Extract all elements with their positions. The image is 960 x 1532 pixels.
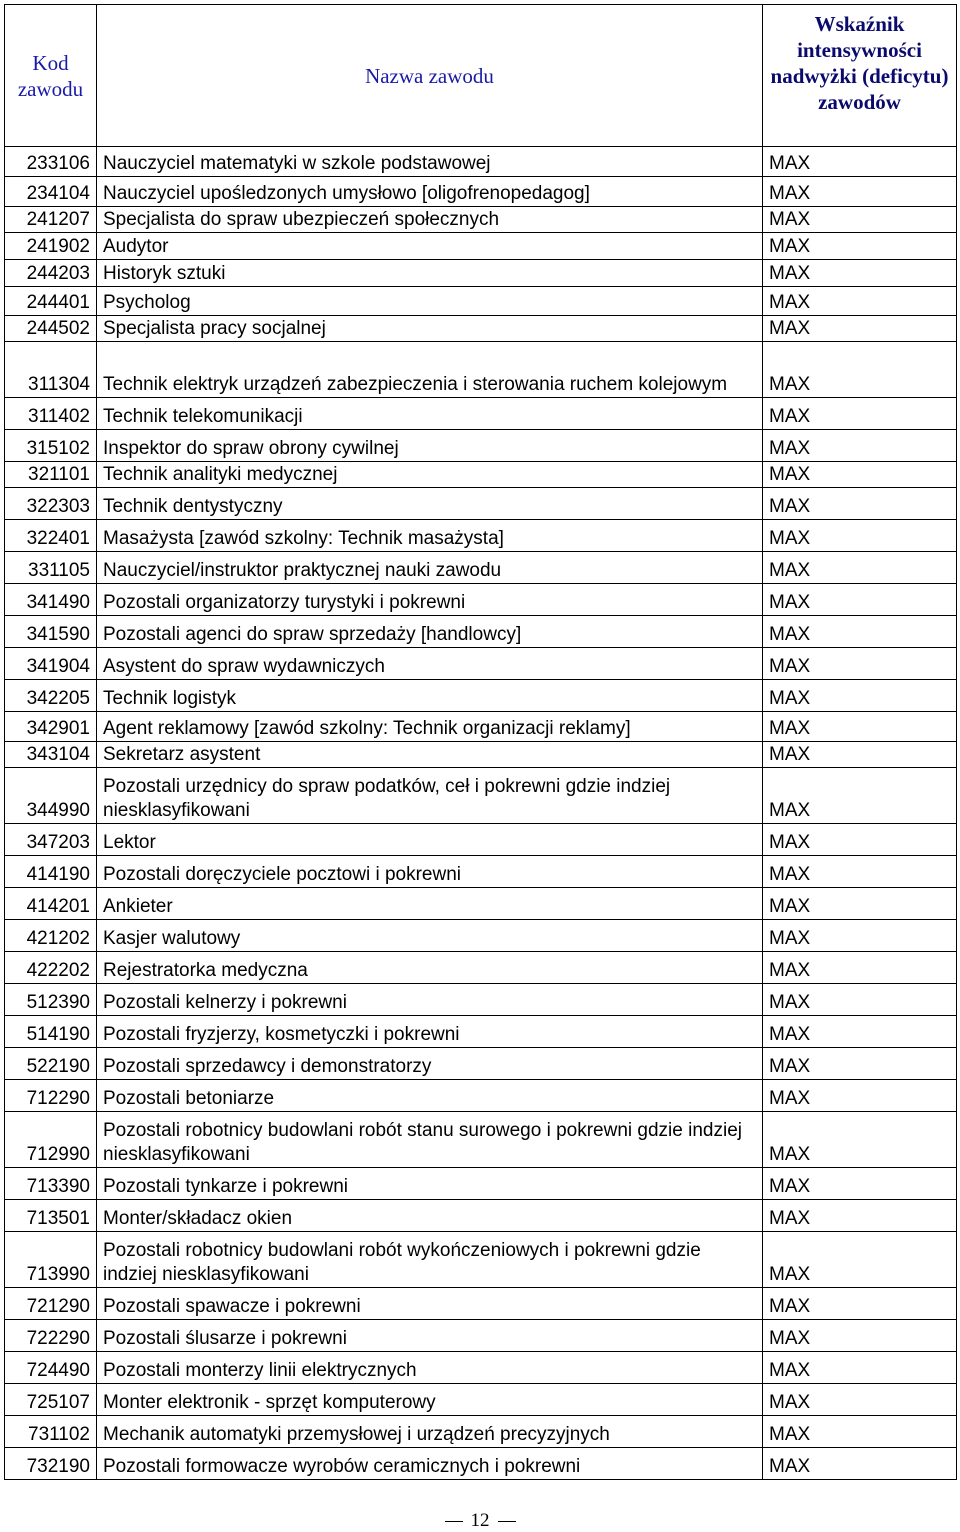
cell-name: Technik logistyk — [97, 680, 763, 712]
cell-indicator: MAX — [763, 1048, 957, 1080]
cell-code: 322303 — [5, 488, 97, 520]
table-row — [5, 648, 957, 680]
cell-code: 342901 — [5, 712, 97, 742]
cell-name: Pozostali robotnicy budowlani robót wykończeniowych i pokrewni gdzie indziej niesklasyfikowani — [97, 1232, 763, 1288]
table-row — [5, 680, 957, 712]
cell-indicator: MAX — [763, 1352, 957, 1384]
cell-indicator: MAX — [763, 984, 957, 1016]
cell-code: 732190 — [5, 1448, 97, 1480]
cell-indicator: MAX — [763, 260, 957, 287]
cell-code: 722290 — [5, 1320, 97, 1352]
cell-indicator: MAX — [763, 768, 957, 824]
cell-indicator: MAX — [763, 462, 957, 488]
cell-code: 341490 — [5, 584, 97, 616]
table-row — [5, 177, 957, 207]
table-row — [5, 1288, 957, 1320]
footer-dash-right — [498, 1521, 516, 1522]
cell-indicator: MAX — [763, 1016, 957, 1048]
cell-name: Nauczyciel matematyki w szkole podstawowej — [97, 147, 763, 177]
cell-name: Audytor — [97, 233, 763, 260]
cell-code: 725107 — [5, 1384, 97, 1416]
cell-name: Pozostali urzędnicy do spraw podatków, ceł i pokrewni gdzie indziej niesklasyfikowani — [97, 768, 763, 824]
cell-code: 341904 — [5, 648, 97, 680]
cell-code: 315102 — [5, 430, 97, 462]
table-row — [5, 1232, 957, 1288]
cell-name: Pozostali kelnerzy i pokrewni — [97, 984, 763, 1016]
cell-indicator: MAX — [763, 1168, 957, 1200]
table-row — [5, 1448, 957, 1480]
table-header-row — [5, 5, 957, 147]
cell-indicator: MAX — [763, 316, 957, 342]
cell-name: Pozostali doręczyciele pocztowi i pokrewni — [97, 856, 763, 888]
cell-code: 713990 — [5, 1232, 97, 1288]
cell-code: 514190 — [5, 1016, 97, 1048]
cell-name: Pozostali spawacze i pokrewni — [97, 1288, 763, 1320]
table-row — [5, 287, 957, 316]
cell-code: 712990 — [5, 1112, 97, 1168]
footer-dash-left — [445, 1521, 463, 1522]
cell-code: 421202 — [5, 920, 97, 952]
header-indicator: Wskaźnik intensywności nadwyżki (deficytu) zawodów — [763, 5, 957, 147]
cell-indicator: MAX — [763, 824, 957, 856]
table-row — [5, 1384, 957, 1416]
cell-indicator: MAX — [763, 888, 957, 920]
cell-indicator: MAX — [763, 1448, 957, 1480]
cell-name: Historyk sztuki — [97, 260, 763, 287]
cell-indicator: MAX — [763, 147, 957, 177]
cell-indicator: MAX — [763, 1232, 957, 1288]
cell-name: Technik analityki medycznej — [97, 462, 763, 488]
cell-name: Pozostali ślusarze i pokrewni — [97, 1320, 763, 1352]
cell-indicator: MAX — [763, 648, 957, 680]
cell-code: 731102 — [5, 1416, 97, 1448]
cell-name: Inspektor do spraw obrony cywilnej — [97, 430, 763, 462]
table-row — [5, 1112, 957, 1168]
table-row — [5, 488, 957, 520]
cell-code: 522190 — [5, 1048, 97, 1080]
cell-code: 311402 — [5, 398, 97, 430]
cell-indicator: MAX — [763, 520, 957, 552]
table-row — [5, 1080, 957, 1112]
table-row — [5, 1416, 957, 1448]
cell-indicator: MAX — [763, 712, 957, 742]
cell-indicator: MAX — [763, 952, 957, 984]
cell-name: Pozostali fryzjerzy, kosmetyczki i pokrewni — [97, 1016, 763, 1048]
cell-indicator: MAX — [763, 177, 957, 207]
cell-code: 721290 — [5, 1288, 97, 1320]
table-row — [5, 316, 957, 342]
table-row — [5, 430, 957, 462]
cell-code: 347203 — [5, 824, 97, 856]
cell-name: Technik dentystyczny — [97, 488, 763, 520]
cell-name: Pozostali betoniarze — [97, 1080, 763, 1112]
cell-name: Mechanik automatyki przemysłowej i urządzeń precyzyjnych — [97, 1416, 763, 1448]
cell-code: 414190 — [5, 856, 97, 888]
header-name: Nazwa zawodu — [97, 5, 763, 147]
cell-code: 331105 — [5, 552, 97, 584]
cell-code: 343104 — [5, 742, 97, 768]
cell-name: Nauczyciel/instruktor praktycznej nauki zawodu — [97, 552, 763, 584]
cell-code: 244401 — [5, 287, 97, 316]
cell-name: Kasjer walutowy — [97, 920, 763, 952]
table-row — [5, 233, 957, 260]
table-row — [5, 984, 957, 1016]
cell-name: Pozostali formowacze wyrobów ceramicznych i pokrewni — [97, 1448, 763, 1480]
cell-indicator: MAX — [763, 398, 957, 430]
cell-indicator: MAX — [763, 552, 957, 584]
cell-indicator: MAX — [763, 920, 957, 952]
cell-name: Pozostali monterzy linii elektrycznych — [97, 1352, 763, 1384]
table-row — [5, 207, 957, 233]
cell-code: 241902 — [5, 233, 97, 260]
cell-code: 341590 — [5, 616, 97, 648]
cell-indicator: MAX — [763, 1320, 957, 1352]
cell-code: 344990 — [5, 768, 97, 824]
cell-indicator: MAX — [763, 1416, 957, 1448]
cell-name: Pozostali organizatorzy turystyki i pokrewni — [97, 584, 763, 616]
cell-code: 322401 — [5, 520, 97, 552]
cell-indicator: MAX — [763, 1200, 957, 1232]
cell-name: Monter/składacz okien — [97, 1200, 763, 1232]
table-row — [5, 888, 957, 920]
table-row — [5, 1016, 957, 1048]
cell-indicator: MAX — [763, 616, 957, 648]
cell-code: 342205 — [5, 680, 97, 712]
cell-code: 422202 — [5, 952, 97, 984]
cell-indicator: MAX — [763, 342, 957, 398]
table-row — [5, 520, 957, 552]
cell-indicator: MAX — [763, 1288, 957, 1320]
table-row — [5, 260, 957, 287]
cell-code: 321101 — [5, 462, 97, 488]
table-row — [5, 552, 957, 584]
table-row — [5, 824, 957, 856]
cell-name: Technik telekomunikacji — [97, 398, 763, 430]
cell-name: Pozostali agenci do spraw sprzedaży [handlowcy] — [97, 616, 763, 648]
cell-indicator: MAX — [763, 1080, 957, 1112]
cell-indicator: MAX — [763, 680, 957, 712]
cell-code: 724490 — [5, 1352, 97, 1384]
cell-name: Pozostali sprzedawcy i demonstratorzy — [97, 1048, 763, 1080]
cell-code: 713390 — [5, 1168, 97, 1200]
cell-indicator: MAX — [763, 207, 957, 233]
cell-indicator: MAX — [763, 287, 957, 316]
table-row — [5, 712, 957, 742]
cell-code: 233106 — [5, 147, 97, 177]
cell-code: 712290 — [5, 1080, 97, 1112]
table-row — [5, 584, 957, 616]
cell-indicator: MAX — [763, 1384, 957, 1416]
table-row — [5, 1320, 957, 1352]
table-body — [5, 147, 957, 1480]
table-row — [5, 768, 957, 824]
header-code: Kod zawodu — [5, 5, 97, 147]
cell-name: Specjalista pracy socjalnej — [97, 316, 763, 342]
cell-name: Specjalista do spraw ubezpieczeń społecznych — [97, 207, 763, 233]
cell-name: Technik elektryk urządzeń zabezpieczenia i sterowania ruchem kolejowym — [97, 342, 763, 398]
table-row — [5, 616, 957, 648]
table-row — [5, 952, 957, 984]
cell-indicator: MAX — [763, 1112, 957, 1168]
table-row — [5, 742, 957, 768]
page-number: 12 — [470, 1510, 490, 1531]
cell-code: 414201 — [5, 888, 97, 920]
cell-indicator: MAX — [763, 742, 957, 768]
occupation-table — [4, 4, 957, 1480]
table-row — [5, 1200, 957, 1232]
table-row — [5, 1168, 957, 1200]
cell-indicator: MAX — [763, 488, 957, 520]
table-row — [5, 1352, 957, 1384]
cell-name: Agent reklamowy [zawód szkolny: Technik organizacji reklamy] — [97, 712, 763, 742]
cell-code: 244203 — [5, 260, 97, 287]
table-row — [5, 398, 957, 430]
cell-name: Sekretarz asystent — [97, 742, 763, 768]
cell-code: 713501 — [5, 1200, 97, 1232]
table-row — [5, 342, 957, 398]
table-row — [5, 920, 957, 952]
table-row — [5, 462, 957, 488]
cell-name: Ankieter — [97, 888, 763, 920]
cell-indicator: MAX — [763, 856, 957, 888]
table-row — [5, 1048, 957, 1080]
cell-indicator: MAX — [763, 430, 957, 462]
cell-indicator: MAX — [763, 584, 957, 616]
table-row — [5, 147, 957, 177]
cell-name: Monter elektronik - sprzęt komputerowy — [97, 1384, 763, 1416]
cell-name: Lektor — [97, 824, 763, 856]
table-row — [5, 856, 957, 888]
cell-code: 512390 — [5, 984, 97, 1016]
cell-name: Nauczyciel upośledzonych umysłowo [oligofrenopedagog] — [97, 177, 763, 207]
cell-code: 234104 — [5, 177, 97, 207]
cell-name: Masażysta [zawód szkolny: Technik masażysta] — [97, 520, 763, 552]
cell-name: Pozostali tynkarze i pokrewni — [97, 1168, 763, 1200]
cell-indicator: MAX — [763, 233, 957, 260]
cell-code: 311304 — [5, 342, 97, 398]
cell-code: 244502 — [5, 316, 97, 342]
cell-name: Pozostali robotnicy budowlani robót stanu surowego i pokrewni gdzie indziej niesklasyfikowani — [97, 1112, 763, 1168]
cell-name: Asystent do spraw wydawniczych — [97, 648, 763, 680]
cell-name: Psycholog — [97, 287, 763, 316]
cell-name: Rejestratorka medyczna — [97, 952, 763, 984]
cell-code: 241207 — [5, 207, 97, 233]
